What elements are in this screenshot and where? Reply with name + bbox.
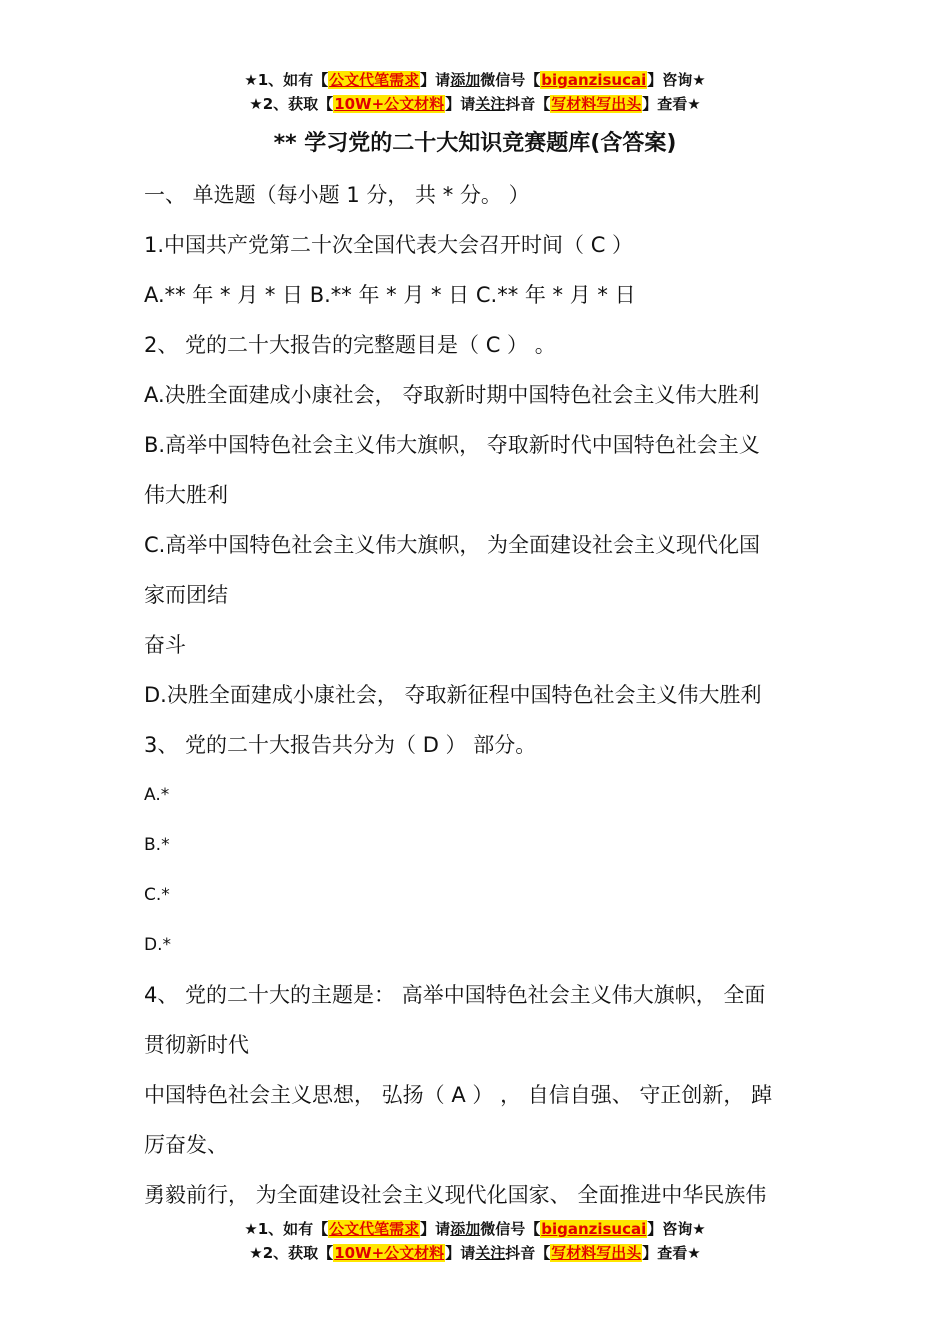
question-4-cont-4: 勇毅前行， 为全面建设社会主义现代化国家、 全面推进中华民族伟 [144, 1183, 767, 1207]
question-2-option-a: A.决胜全面建成小康社会， 夺取新时期中国特色社会主义伟大胜利 [144, 383, 760, 407]
highlight-service: 公文代笔需求 [329, 1220, 420, 1238]
highlight-wechat-id: biganzisucai [541, 71, 647, 89]
question-2-option-c: C.高举中国特色社会主义伟大旗帜， 为全面建设社会主义现代化国 [144, 533, 761, 557]
question-2-option-b-cont: 伟大胜利 [144, 483, 228, 507]
question-1: 1.中国共产党第二十次全国代表大会召开时间（ C ） [144, 233, 634, 257]
question-2-option-d: D.决胜全面建成小康社会， 夺取新征程中国特色社会主义伟大胜利 [144, 683, 762, 707]
promo-line-1: ★1、如有【公文代笔需求】请添加微信号【biganzisucai】咨询★ [244, 71, 706, 89]
bottom-promo-banner [0, 1217, 950, 1265]
question-4-cont-3: 厉奋发、 [144, 1133, 228, 1157]
highlight-service: 公文代笔需求 [329, 71, 420, 89]
promo-line-2: ★2、获取【10W+公文材料】请关注抖音【写材料写出头】查看★ [249, 95, 701, 113]
highlight-douyin: 写材料写出头 [551, 95, 642, 113]
question-2-option-c-cont: 家而团结 [144, 583, 228, 607]
highlight-douyin: 写材料写出头 [551, 1244, 642, 1262]
question-3-option-c: C.* [144, 885, 170, 905]
top-promo-banner [0, 68, 950, 116]
question-1-options: A.** 年 * 月 * 日 B.** 年 * 月 * 日 C.** 年 * 月 * 日 [144, 283, 636, 307]
question-4: 4、 党的二十大的主题是： 高举中国特色社会主义伟大旗帜， 全面 [144, 983, 766, 1007]
document-body [144, 172, 814, 1222]
document-title: ** 学习党的二十大知识竞赛题库(含答案) [273, 131, 677, 156]
question-3-option-d: D.* [144, 935, 171, 955]
promo-line-2-bottom: ★2、获取【10W+公文材料】请关注抖音【写材料写出头】查看★ [249, 1244, 701, 1262]
question-4-cont-1: 贯彻新时代 [144, 1033, 249, 1057]
highlight-wechat-id: biganzisucai [541, 1220, 647, 1238]
promo-line-1-bottom: ★1、如有【公文代笔需求】请添加微信号【biganzisucai】咨询★ [244, 1220, 706, 1238]
highlight-materials: 10W+公文材料 [334, 95, 445, 113]
question-3: 3、 党的二十大报告共分为（ D ） 部分。 [144, 733, 537, 757]
section-heading: 一、 单选题（每小题 1 分， 共 * 分。 ） [144, 183, 530, 207]
question-2: 2、 党的二十大报告的完整题目是（ C ） 。 [144, 333, 556, 357]
highlight-materials: 10W+公文材料 [334, 1244, 445, 1262]
question-4-cont-2: 中国特色社会主义思想， 弘扬（ A ） ， 自信自强、 守正创新， 踔 [144, 1083, 773, 1107]
question-2-option-b: B.高举中国特色社会主义伟大旗帜， 夺取新时代中国特色社会主义 [144, 433, 760, 457]
question-3-option-a: A.* [144, 785, 170, 805]
question-3-option-b: B.* [144, 835, 170, 855]
question-2-option-c-cont2: 奋斗 [144, 633, 186, 657]
